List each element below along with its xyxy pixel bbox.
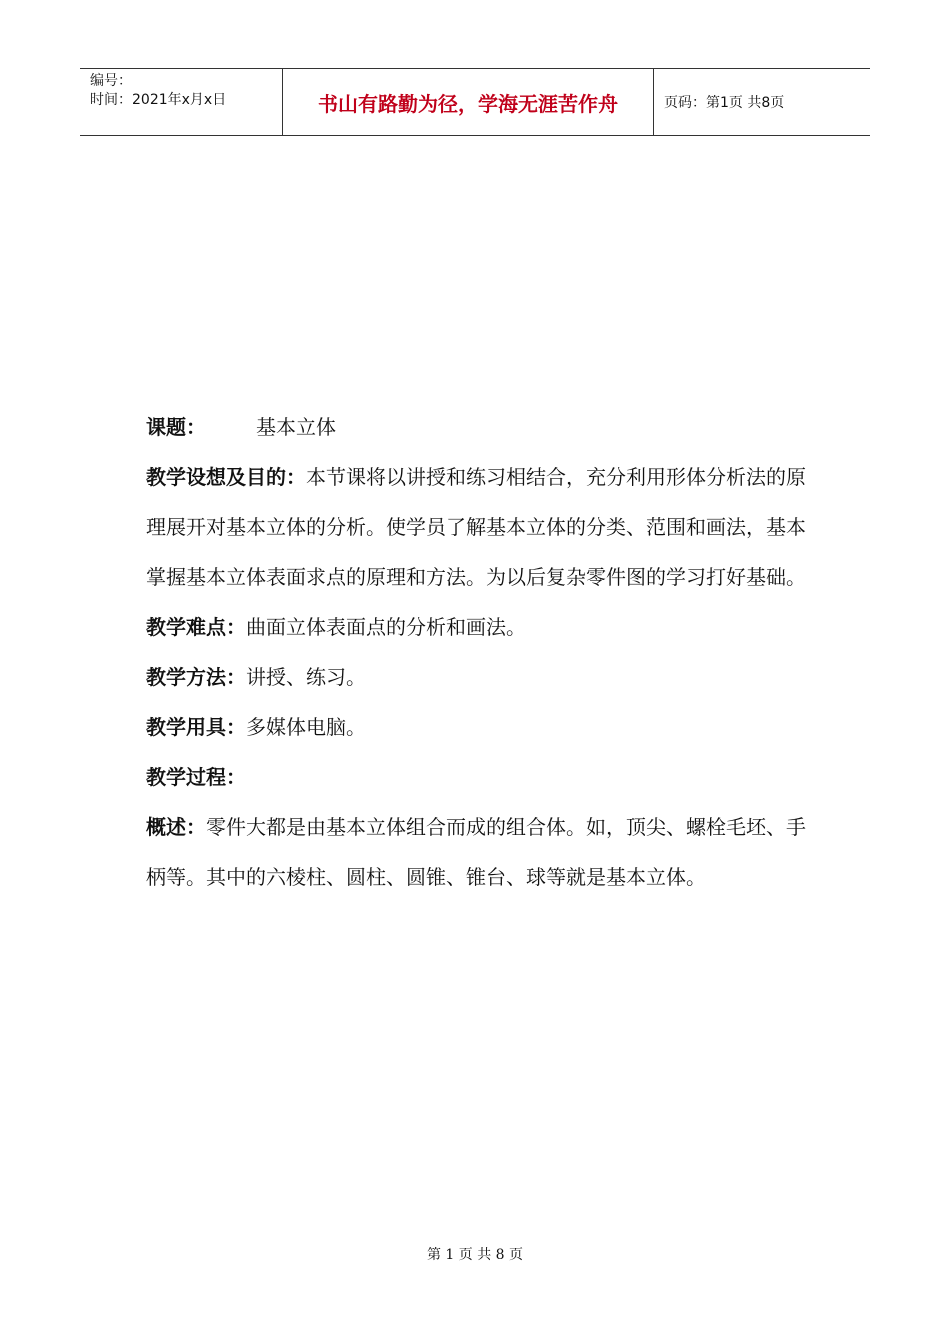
design-label: 教学设想及目的： bbox=[146, 465, 306, 489]
tools-text: 多媒体电脑。 bbox=[246, 715, 366, 739]
overview-label: 概述： bbox=[146, 815, 206, 839]
header-table bbox=[80, 68, 870, 136]
topic-line bbox=[146, 402, 808, 452]
difficulty-text: 曲面立体表面点的分析和画法。 bbox=[246, 615, 526, 639]
design-text: 本节课将以讲授和练习相结合，充分利用形体分析法的原理展开对基本立体的分析。使学员了解基本立体的分类、范围和画法，基本掌握基本立体表面求点的原理和方法。为以后复杂零件图的学习打好基础。 bbox=[146, 465, 806, 589]
time-label: 时间：2021年x月x日 bbox=[90, 92, 227, 108]
difficulty-line bbox=[146, 602, 808, 652]
number-label: 编号： bbox=[90, 73, 132, 89]
topic-label: 课题： bbox=[146, 415, 206, 439]
method-label: 教学方法： bbox=[146, 665, 246, 689]
design-paragraph bbox=[146, 452, 808, 602]
tools-label: 教学用具： bbox=[146, 715, 246, 739]
header-meta-cell bbox=[80, 69, 282, 135]
process-line bbox=[146, 752, 808, 802]
overview-paragraph bbox=[146, 802, 808, 902]
topic-value: 基本立体 bbox=[256, 415, 336, 439]
process-label: 教学过程： bbox=[146, 765, 246, 789]
document-body bbox=[146, 402, 808, 902]
tools-line bbox=[146, 702, 808, 752]
header-page-info: 页码：第1页 共8页 bbox=[664, 95, 785, 111]
page-footer: 第 1 页 共 8 页 bbox=[426, 1247, 524, 1263]
difficulty-label: 教学难点： bbox=[146, 615, 246, 639]
header-motto: 书山有路勤为径，学海无涯苦作舟 bbox=[282, 69, 654, 135]
method-text: 讲授、练习。 bbox=[246, 665, 366, 689]
method-line bbox=[146, 652, 808, 702]
overview-text: 零件大都是由基本立体组合而成的组合体。如，顶尖、螺栓毛坯、手柄等。其中的六棱柱、圆柱、圆锥、锥台、球等就是基本立体。 bbox=[146, 815, 806, 889]
